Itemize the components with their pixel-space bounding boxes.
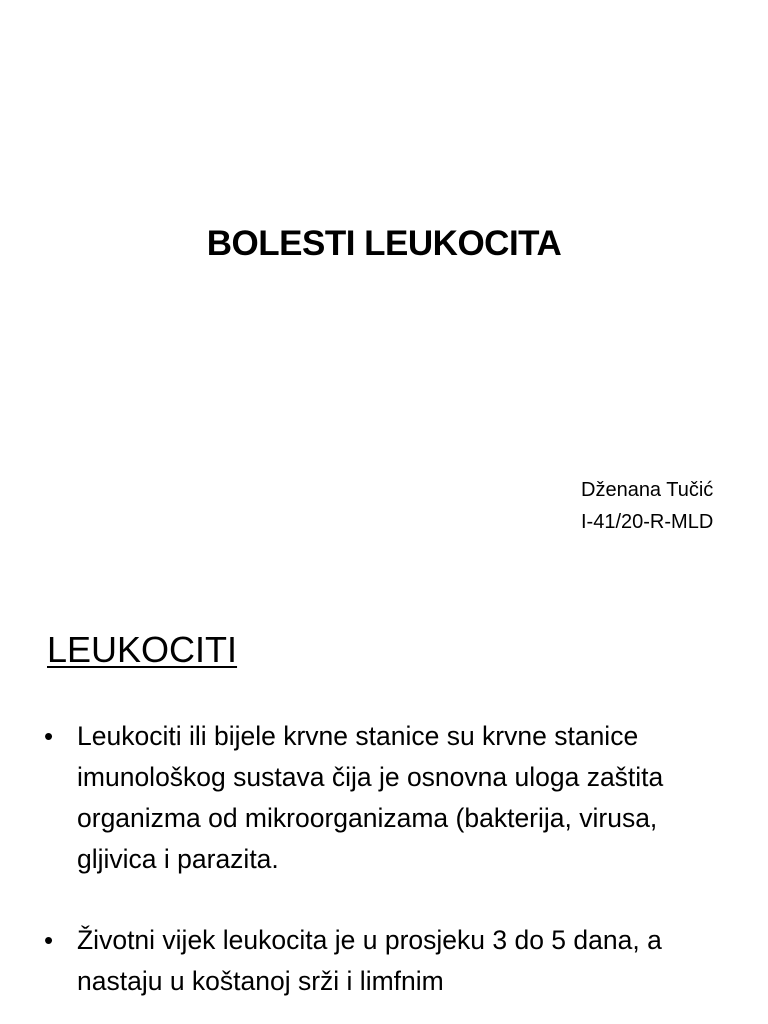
- bullet-text: Leukociti ili bijele krvne stanice su krvne stanice imunološkog sustava čija je osnovna uloga zaštita organizma od mikroorganizama (bakterija, virusa, gljivica i parazita.: [77, 721, 664, 874]
- bullet-text: Životni vijek leukocita je u prosjeku 3 do 5 dana, a nastaju u koštanoj srži i limfnim: [77, 925, 662, 996]
- bullet-item: [44, 920, 724, 1002]
- bullet-icon: •: [44, 721, 54, 751]
- bullet-list: [44, 716, 724, 1024]
- bullet-item: [44, 716, 724, 880]
- bullet-icon: •: [44, 925, 54, 955]
- student-code: I-41/20-R-MLD: [581, 511, 714, 533]
- slide-heading: LEUKOCITI: [47, 629, 238, 670]
- slide-title: BOLESTI LEUKOCITA: [206, 224, 562, 263]
- content-slide: [0, 576, 768, 1024]
- slide-subtitle: [581, 474, 713, 538]
- author-name: Dženana Tučić: [581, 479, 714, 501]
